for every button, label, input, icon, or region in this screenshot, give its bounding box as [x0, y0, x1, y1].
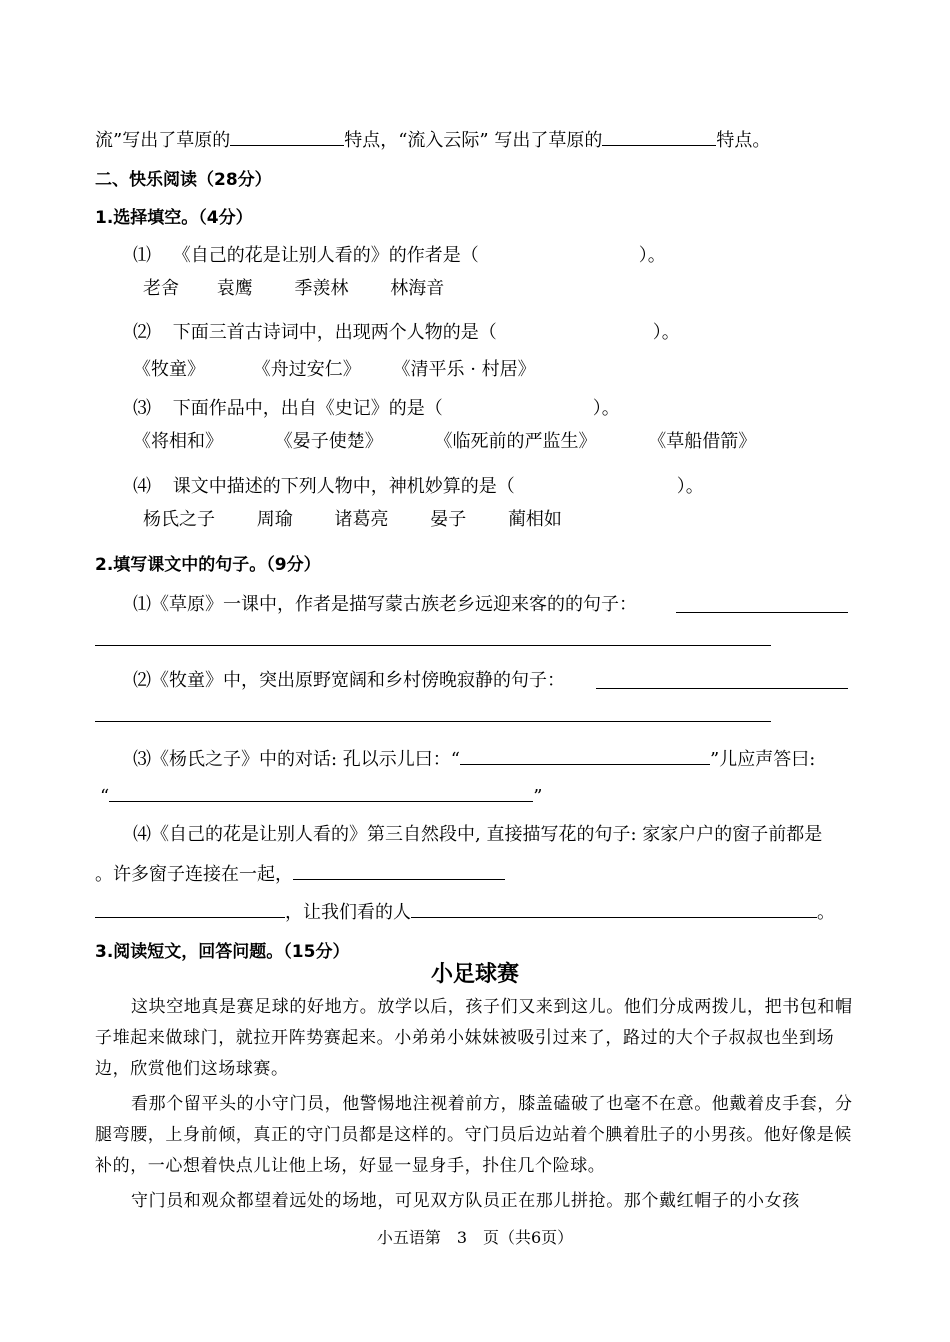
answer-blank[interactable]: [460, 746, 710, 765]
sentence-end: 。: [817, 902, 835, 923]
option: 《牧童》: [133, 359, 205, 380]
question-close: ）。: [652, 322, 680, 343]
question-stem: 下面三首古诗词中，出现两个人物的是（: [172, 322, 497, 343]
option: 杨氏之子: [143, 509, 215, 530]
question-stem: 课文中描述的下列人物中，神机妙算的是（: [172, 476, 515, 497]
story-title: 小足球赛: [430, 961, 519, 987]
options-row-2: [133, 358, 536, 382]
question-close: ）。: [638, 245, 666, 266]
choice-question-4: [133, 475, 704, 499]
quote-open: “: [100, 786, 110, 807]
choice-question-3: [133, 397, 620, 421]
fill-sentence-4-end: [95, 899, 835, 925]
answer-line[interactable]: [596, 688, 848, 689]
option: 《临死前的严监生》: [434, 431, 597, 452]
sentence-prompt: ”儿应声答曰:: [710, 749, 816, 770]
options-row-1: [143, 277, 444, 301]
top-line-part2: 特点，“流入云际” 写出了草原的: [344, 130, 603, 151]
option: 季羡林: [294, 278, 349, 299]
option: 诸葛亮: [334, 509, 389, 530]
story-paragraph: 守门员和观众都望着远处的场地，可见双方队员正在那儿拼抢。那个戴红帽子的小女孩: [131, 1191, 800, 1211]
answer-line[interactable]: [95, 721, 771, 722]
answer-blank[interactable]: [602, 127, 716, 146]
fill-sentence-4: [133, 823, 822, 847]
option: 《草船借箭》: [648, 431, 757, 452]
choice-question-1: [133, 244, 666, 268]
option: 《将相和》: [133, 431, 223, 452]
item-number: ⑷: [133, 476, 151, 497]
top-line-part3: 特点。: [716, 130, 771, 151]
option: 周瑜: [256, 509, 293, 530]
option: 林海音: [390, 278, 445, 299]
option: 《清平乐 · 村居》: [392, 359, 536, 380]
page-footer: 小五语第 3 页（共6页）: [376, 1228, 574, 1247]
top-line: [95, 127, 770, 153]
answer-line[interactable]: [676, 612, 848, 613]
sentence-prompt: ⑷《自己的花是让别人看的》第三自然段中, 直接描写花的句子: 家家户户的窗子前都是: [133, 824, 823, 845]
question-heading: 2.填写课文中的句子。（9分）: [95, 555, 321, 575]
story-paragraph: 这块空地真是赛足球的好地方。放学以后，孩子们又来到这儿。他们分成两拨儿，把书包和帽子堆起来做球门，就拉开阵势赛起来。小弟弟小妹妹被吸引过来了，路过的大个子叔叔也坐到场边，欣赏他们这场球赛。: [95, 997, 853, 1079]
option: 袁鹰: [216, 278, 253, 299]
answer-line[interactable]: [95, 645, 771, 646]
quote-close: ”: [533, 786, 543, 807]
fill-sentence-1: [133, 593, 637, 617]
question-heading: 1.选择填空。（4分）: [95, 208, 253, 228]
sentence-prompt: ⑵《牧童》中，突出原野宽阔和乡村傍晚寂静的句子：: [133, 670, 565, 691]
question-heading: 3.阅读短文，回答问题。（15分）: [95, 942, 350, 962]
answer-blank[interactable]: [411, 899, 817, 918]
sentence-prompt: ⑶《杨氏之子》中的对话: 孔以示儿曰：“: [133, 749, 460, 770]
options-row-4: [143, 508, 562, 532]
question-stem: 下面作品中，出自《史记》的是（: [172, 398, 443, 419]
answer-blank[interactable]: [95, 899, 285, 918]
answer-blank[interactable]: [230, 127, 344, 146]
fill-sentence-2: [133, 669, 565, 693]
section-heading: 二、快乐阅读（28分）: [95, 170, 272, 190]
option: 《晏子使楚》: [274, 431, 383, 452]
item-number: ⑵: [133, 322, 151, 343]
item-number: ⑴: [133, 245, 151, 266]
choice-question-2: [133, 321, 680, 345]
item-number: ⑶: [133, 398, 151, 419]
top-line-part1: 流”写出了草原的: [95, 130, 231, 151]
fill-sentence-4-cont: [95, 861, 505, 887]
option: 晏子: [430, 509, 467, 530]
question-stem: 《自己的花是让别人看的》的作者是（: [172, 245, 479, 266]
answer-blank[interactable]: [109, 783, 533, 802]
option: 蔺相如: [507, 509, 562, 530]
question-close: ）。: [676, 476, 704, 497]
answer-blank[interactable]: [293, 861, 505, 880]
sentence-prompt: ，让我们看的人: [285, 902, 411, 923]
fill-sentence-3-cont: [100, 783, 542, 809]
option: 老舍: [143, 278, 179, 299]
fill-sentence-3: [133, 746, 815, 772]
options-row-3: [133, 430, 756, 454]
story-paragraph: 看那个留平头的小守门员，他警惕地注视着前方，膝盖磕破了也毫不在意。他戴着皮手套，分腿弯腰，上身前倾，真正的守门员都是这样的。守门员后边站着个腆着肚子的小男孩。他好像是候补的，一心想着快点儿让他上场，好显一显身手，扑住几个险球。: [95, 1094, 853, 1176]
option: 《舟过安仁》: [252, 359, 361, 380]
sentence-prompt: ⑴《草原》一课中，作者是描写蒙古族老乡远迎来客的的句子：: [133, 594, 637, 615]
sentence-prompt: 。许多窗子连接在一起，: [95, 864, 293, 885]
question-close: ）。: [592, 398, 620, 419]
